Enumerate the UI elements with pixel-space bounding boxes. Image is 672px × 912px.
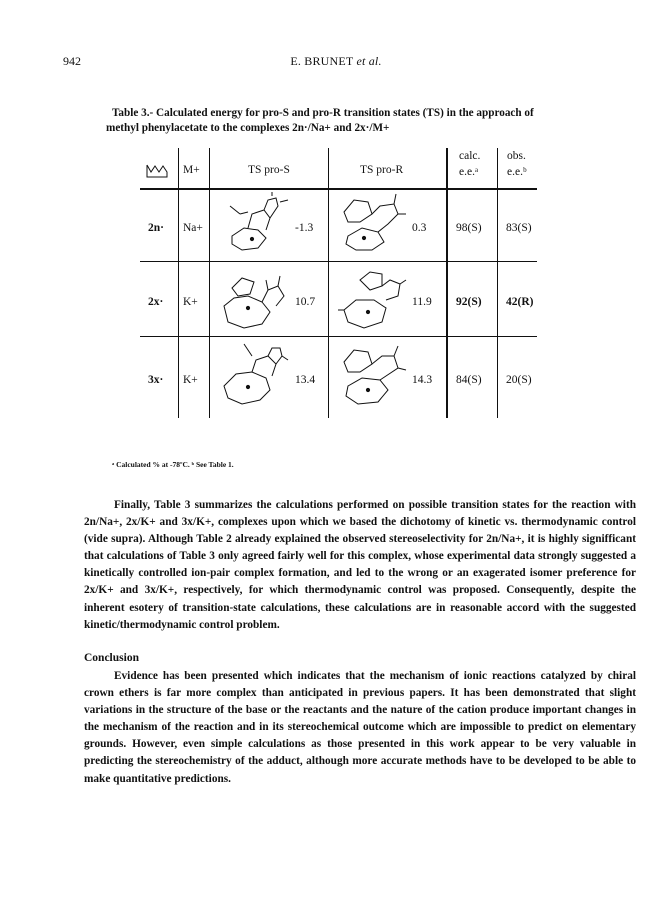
row1-cation: Na+ <box>183 222 203 234</box>
col-divider-1 <box>178 148 179 418</box>
header-obs-ee-2: e.e.ᵇ <box>507 166 527 178</box>
col-divider-4 <box>446 148 448 418</box>
row3-obs-ee: 20(S) <box>506 374 532 386</box>
paragraph-conclusion: Evidence has been presented which indicates that the mechanism of ionic reactions catalyzed by chiral crown ethers is far more complex than anticipated in previous papers. It has been demonstrated that slight variations in the structure of the base or the reactants and the nature of the cation produce important changes in the mechanism of the reaction and in its stereochemical outcome which are impossible to predict on elementary grounds. However, even simple calculations as those presented in this work appear to be very valuable in predicting the stereochemistry of the adduct, although more accurate methods have to be developed to be able to make quantitative predictions. <box>84 670 636 785</box>
row2-ts-pro-r-structure <box>336 266 408 332</box>
row2-ts-pro-s-structure <box>218 266 290 332</box>
row1-calc-ee: 98(S) <box>456 222 482 234</box>
row1-energy-s: -1.3 <box>295 222 314 234</box>
results-table <box>140 140 540 430</box>
row1-compound: 2n· <box>148 222 164 234</box>
page-number: 942 <box>63 54 81 68</box>
row1-energy-r: 0.3 <box>412 222 427 234</box>
table-footnote: ᵃ Calculated % at -78ºC. ᵇ See Table 1. <box>112 460 234 469</box>
table-caption-line1: Table 3.- Calculated energy for pro-S and pro-R transition states (TS) in the approach of <box>112 107 534 119</box>
row1-ts-pro-r-structure <box>336 192 408 256</box>
header-bottom-rule <box>140 188 537 190</box>
header-obs-ee-1: obs. <box>507 150 526 162</box>
row2-energy-r: 11.9 <box>412 296 432 308</box>
row2-bottom-rule <box>140 336 537 337</box>
header-ts-pro-s: TS pro-S <box>248 164 290 176</box>
row1-bottom-rule <box>140 261 537 262</box>
running-head-etal: et al. <box>356 54 382 68</box>
header-calc-ee-1: calc. <box>459 150 481 162</box>
row2-obs-ee: 42(R) <box>506 296 534 308</box>
row2-energy-s: 10.7 <box>295 296 316 308</box>
col-divider-3 <box>328 148 329 418</box>
running-head <box>0 54 672 69</box>
conclusion-heading: Conclusion <box>84 652 139 664</box>
crown-ether-header-icon <box>146 164 168 181</box>
header-ts-pro-r: TS pro-R <box>360 164 404 176</box>
row3-ts-pro-r-structure <box>336 342 408 408</box>
table-caption <box>106 106 652 136</box>
row3-calc-ee: 84(S) <box>456 374 482 386</box>
table-caption-line2: methyl phenylacetate to the complexes 2n·/Na+ and 2x·/M+ <box>106 122 390 134</box>
header-cation: M+ <box>183 164 200 176</box>
row2-cation: K+ <box>183 296 198 308</box>
col-divider-5 <box>497 148 498 418</box>
running-head-authors: E. BRUNET <box>290 54 354 68</box>
col-divider-2 <box>209 148 210 418</box>
row2-compound: 2x· <box>148 296 164 308</box>
row1-ts-pro-s-structure <box>218 192 290 256</box>
header-calc-ee-2: e.e.ᵃ <box>459 166 479 178</box>
row3-cation: K+ <box>183 374 198 386</box>
row3-ts-pro-s-structure <box>218 342 290 408</box>
row1-obs-ee: 83(S) <box>506 222 532 234</box>
row2-calc-ee: 92(S) <box>456 296 482 308</box>
row3-energy-r: 14.3 <box>412 374 433 386</box>
paragraph-summary: Finally, Table 3 summarizes the calculations performed on possible transition states for the reaction with 2n/Na+, 2x/K+ and 3x/K+, complexes upon which we based the dichotomy of kinetic vs. thermodynamic control (vide supra). Although Table 2 already explained the observed stereoselectivity for 2n/Na+, it is highly signifficant that calculations of Table 3 only agreed fairly well for this complex, whose experimental data strongly suggested a kinetically controlled ion-pair complex formation, and led to the wrong or an exagerated isomer preference for 2x/K+ and 3x/K+, respectively, for which thermodynamic control was proposed. Consequently, despite the inherent esotery of transition-state calculations, these calculations are in reasonable accord with the suggested kinetic/thermodynamic control problem. <box>84 499 636 631</box>
row3-energy-s: 13.4 <box>295 374 316 386</box>
row3-compound: 3x· <box>148 374 164 386</box>
